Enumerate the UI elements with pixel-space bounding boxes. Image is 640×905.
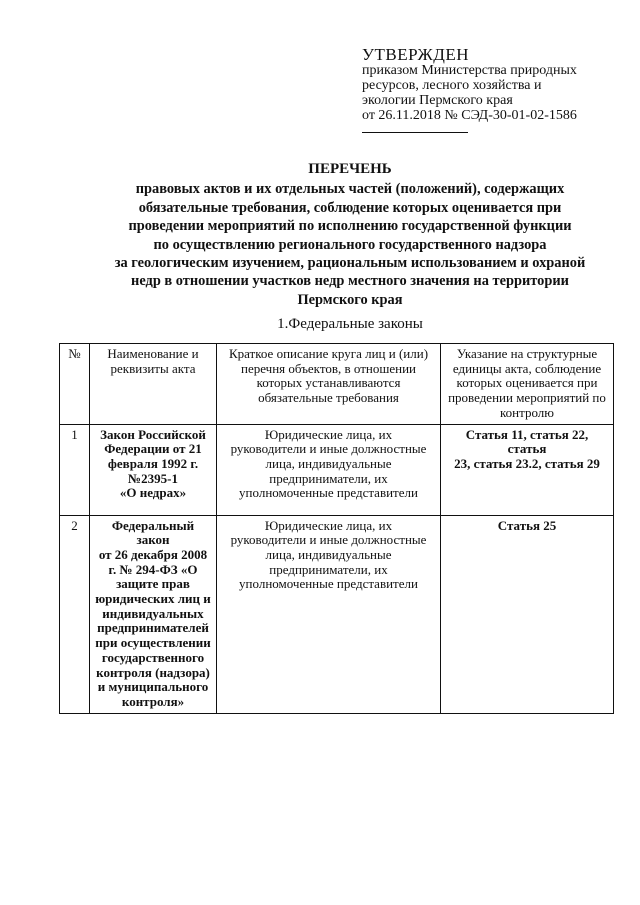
table-row [60,424,614,515]
title-line: проведении мероприятий по исполнению государственной функции [128,218,572,235]
column-header-act-name: Наименование и реквизиты акта [90,344,217,425]
approval-heading: УТВЕРЖДЕН [362,45,469,64]
approval-line: от 26.11.2018 № СЭД-30-01-02-1586 [362,108,577,123]
title-line: обязательные требования, соблюдение которых оценивается при [138,199,562,216]
row-number: 2 [60,515,90,713]
act-name: Закон Российской Федерации от 21 февраля 1992 г. №2395-1 «О недрах» [90,424,217,515]
table-header-row [60,344,614,425]
act-subjects: Юридические лица, их руководители и иные должностные лица, индивидуальные предприниматели, их уполномоченные представители [217,424,441,515]
act-articles: Статья 11, статья 22, статья 23, статья 23.2, статья 29 [441,424,614,515]
approval-line: экологии Пермского края [362,93,513,108]
approval-underline [362,132,468,133]
approval-line: приказом Министерства природных [362,63,577,78]
column-header-subjects: Краткое описание круга лиц и (или) перечня объектов, в отношении которых устанавливаются обязательные требования [217,344,441,425]
document-title: ПЕРЕЧЕНЬ [308,161,392,177]
act-name: Федеральный закон от 26 декабря 2008 г. № 294-ФЗ «О защите прав юридических лиц и индивидуальных предпринимателей при осуществлении государственного контроля (надзора) и муниципального контроля» [90,515,217,713]
acts-table [59,343,614,714]
document-title-block [60,160,640,309]
act-subjects: Юридические лица, их руководители и иные должностные лица, индивидуальные предприниматели, их уполномоченные представители [217,515,441,713]
title-line: недр в отношении участков недр местного значения на территории [131,273,569,290]
title-line: Пермского края [297,291,403,308]
title-line: правовых актов и их отдельных частей (положений), содержащих [135,181,565,198]
act-articles: Статья 25 [441,515,614,713]
column-header-number: № [60,344,90,425]
column-header-articles: Указание на структурные единицы акта, соблюдение которых оценивается при проведении мероприятий по контролю [441,344,614,425]
table-row [60,515,614,713]
row-number: 1 [60,424,90,515]
title-line: по осуществлению регионального государственного надзора [153,236,547,253]
approval-line: ресурсов, лесного хозяйства и [362,78,542,93]
title-line: за геологическим изучением, рациональным использованием и охраной [114,255,586,272]
section-title: 1.Федеральные законы [277,316,423,332]
approval-stamp [362,47,632,133]
